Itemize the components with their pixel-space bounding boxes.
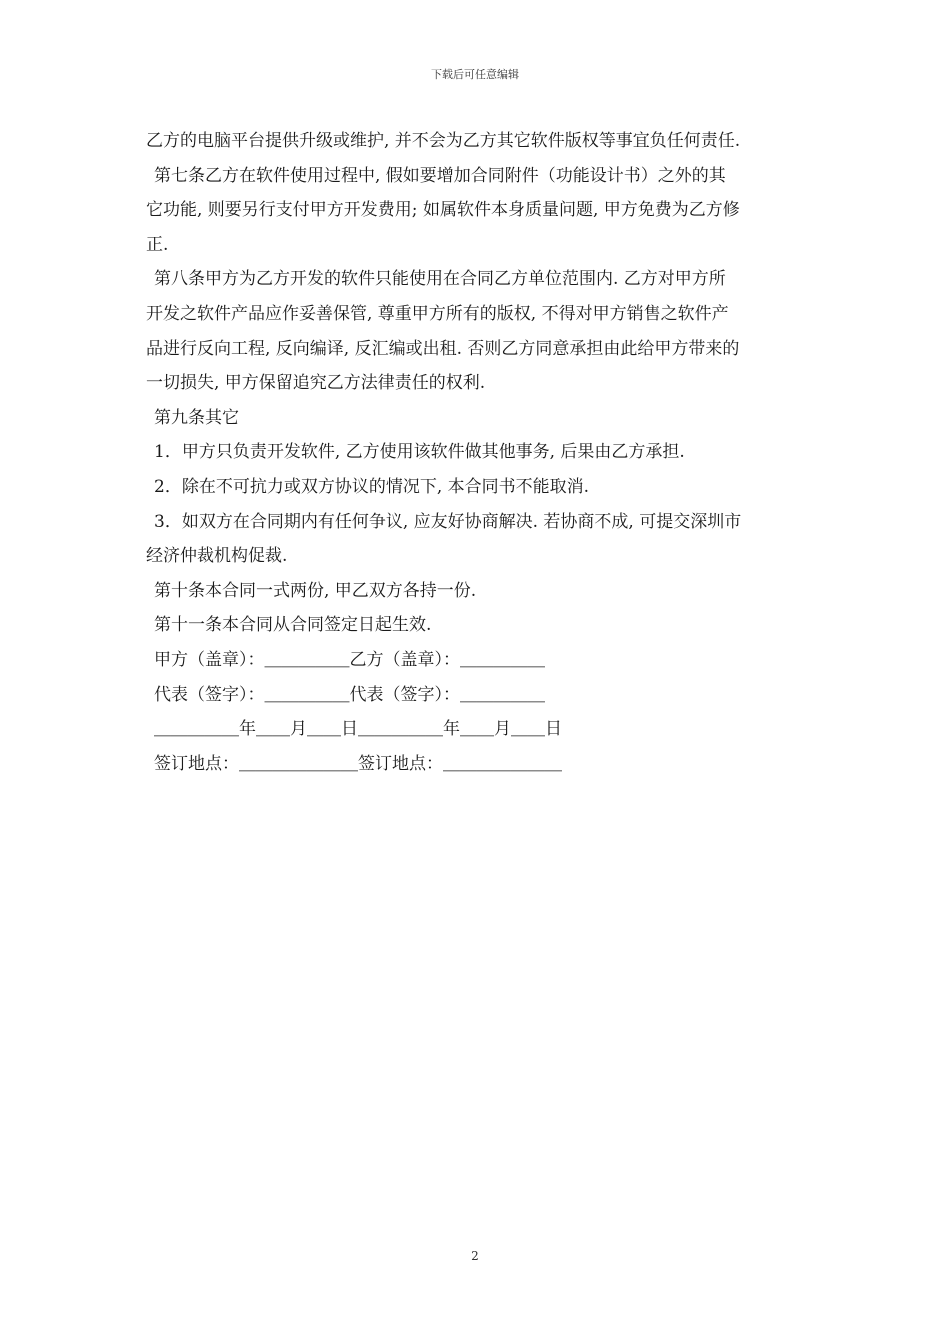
page-header: 下载后可任意编辑 [431, 68, 519, 81]
body-line: 第七条乙方在软件使用过程中, 假如要增加合同附件（功能设计书）之外的其 [154, 165, 726, 186]
body-line: 经济仲裁机构促裁. [146, 546, 288, 567]
body-line: 3．如双方在合同期内有任何争议, 应友好协商解决. 若协商不成, 可提交深圳市 [154, 511, 742, 532]
body-line: 第十条本合同一式两份, 甲乙双方各持一份. [154, 580, 477, 601]
body-line: 开发之软件产品应作妥善保管, 尊重甲方所有的版权, 不得对甲方销售之软件产 [146, 303, 729, 324]
body-line: 第九条其它 [154, 407, 239, 428]
document-body [146, 124, 816, 781]
body-line: 正. [146, 234, 169, 255]
body-line: 第八条甲方为乙方开发的软件只能使用在合同乙方单位范围内. 乙方对甲方所 [154, 269, 726, 290]
body-line: 品进行反向工程, 反向编译, 反汇编或出租. 否则乙方同意承担由此给甲方带来的 [146, 338, 740, 359]
body-line: 2．除在不可抗力或双方协议的情况下, 本合同书不能取消. [154, 476, 590, 497]
signature-line: 甲方（盖章）：＿＿＿＿＿乙方（盖章）：＿＿＿＿＿ [154, 649, 545, 670]
date-line: ＿＿＿＿＿年＿＿月＿＿日＿＿＿＿＿年＿＿月＿＿日 [154, 719, 562, 740]
body-line: 第十一条本合同从合同签定日起生效. [154, 615, 432, 636]
body-line: 一切损失, 甲方保留追究乙方法律责任的权利. [146, 373, 486, 394]
place-line: 签订地点：＿＿＿＿＿＿＿签订地点：＿＿＿＿＿＿＿ [154, 753, 562, 774]
body-line: 乙方的电脑平台提供升级或维护, 并不会为乙方其它软件版权等事宜负任何责任. [146, 131, 741, 151]
body-line: 它功能, 则要另行支付甲方开发费用; 如属软件本身质量问题, 甲方免费为乙方修 [146, 200, 740, 221]
signature-line: 代表（签字）：＿＿＿＿＿代表（签字）：＿＿＿＿＿ [154, 684, 545, 705]
body-line: 1．甲方只负责开发软件, 乙方使用该软件做其他事务, 后果由乙方承担. [154, 442, 685, 463]
page-number: 2 [471, 1249, 479, 1263]
